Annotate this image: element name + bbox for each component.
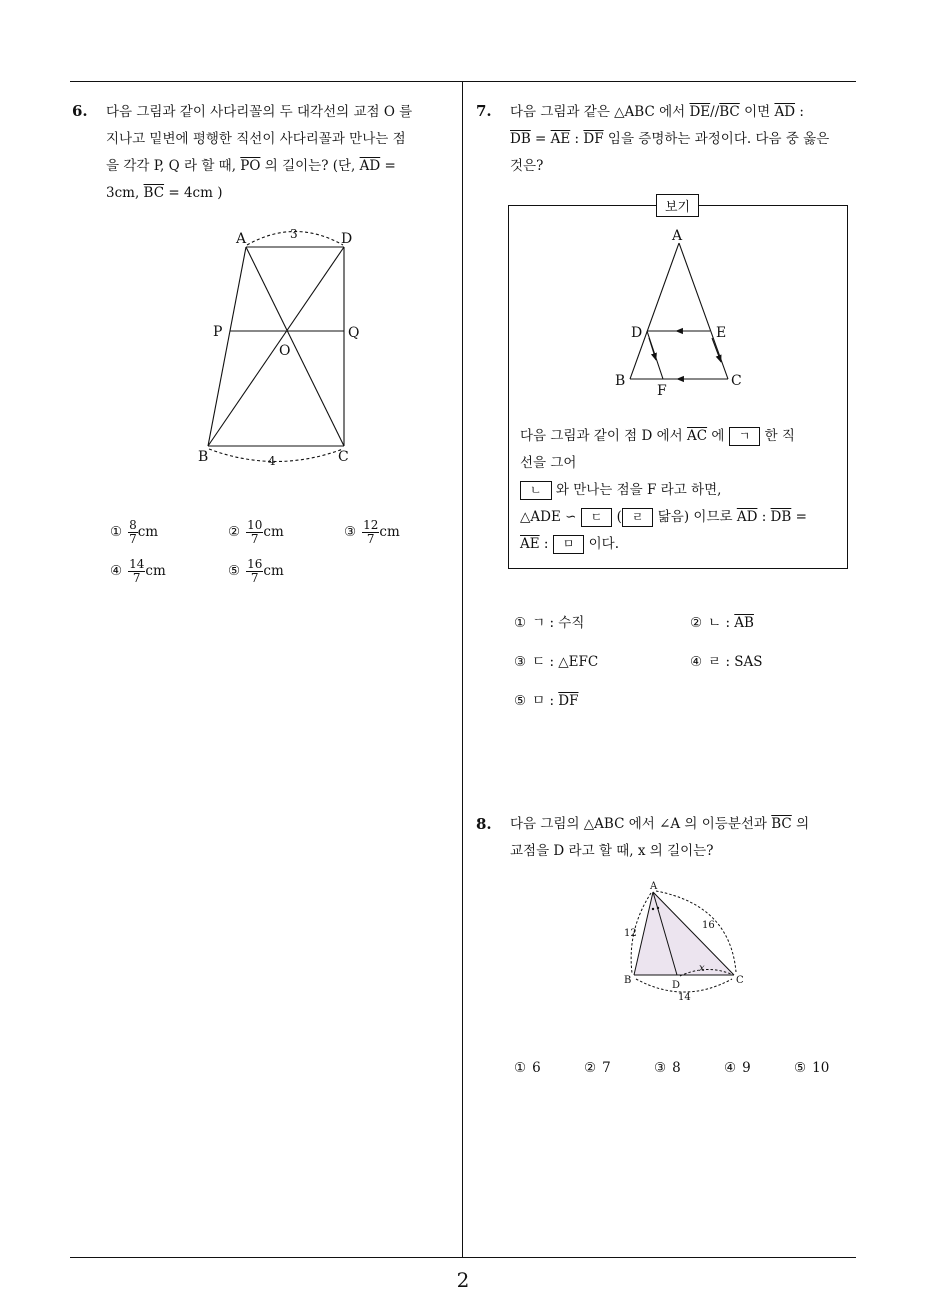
label-a: A <box>650 881 658 892</box>
choice-unit: cm <box>137 524 159 540</box>
fraction-numerator: 12 <box>363 518 379 532</box>
choice-value: 7 <box>602 1060 611 1076</box>
choice-unit: cm <box>379 524 400 540</box>
q7-choice-4[interactable] <box>690 650 763 670</box>
q6-choice-4[interactable] <box>110 558 166 585</box>
fraction-denominator: 7 <box>132 571 141 585</box>
q6-text-span: = <box>380 158 396 174</box>
bogi-text-span: 와 만나는 점을 F 라고 하면, <box>551 482 722 498</box>
edge-ab <box>630 243 679 379</box>
column-divider <box>462 82 463 1258</box>
label-top-length: 3 <box>290 227 298 241</box>
blank-mieum: ㅁ <box>553 535 585 554</box>
segment-bc: $\overline{BC}$ <box>719 104 740 120</box>
q7-triangle-figure <box>610 224 750 400</box>
q7-text-span: 다음 그림과 같은 △ABC 에서 <box>510 104 690 120</box>
fraction-denominator: 7 <box>250 532 259 546</box>
choice-text: ㄹ : SAS <box>708 654 763 670</box>
q8-line-1 <box>510 811 856 838</box>
segment-ad: $\overline{AD}$ <box>359 158 381 174</box>
choice-value: 8 <box>672 1060 681 1076</box>
choice-mark: ⑤ <box>794 1060 807 1076</box>
q6-line-1: 다음 그림과 같이 사다리꼴의 두 대각선의 교점 O 를 <box>106 104 413 120</box>
fraction-numerator: 8 <box>129 518 137 532</box>
label-b: B <box>198 449 209 465</box>
fraction-numerator: 10 <box>247 518 263 532</box>
q7-number: 7. <box>476 102 492 120</box>
q7-choice-2[interactable] <box>690 611 754 631</box>
q6-choice-5[interactable] <box>228 558 284 585</box>
fraction <box>246 558 263 585</box>
choice-mark: ④ <box>690 654 703 670</box>
label-a: A <box>236 231 247 247</box>
q6-text-span: 을 각각 P, Q 라 할 때, <box>106 158 241 174</box>
q7-line-3: 것은? <box>510 158 544 174</box>
segment-ab: $\overline{AB}$ <box>734 615 754 631</box>
segment-db: $\overline{DB}$ <box>770 509 792 525</box>
choice-mark: ① <box>514 615 527 631</box>
label-d: D <box>341 231 353 247</box>
choice-mark: ③ <box>344 524 357 540</box>
bogi-line-2: 선을 그어 <box>520 455 577 471</box>
choice-text: ㄷ : △EFC <box>532 654 599 670</box>
q7-text-span: : <box>795 104 804 120</box>
edge-ac <box>679 243 728 379</box>
q8-choice-1[interactable] <box>514 1060 541 1076</box>
q7-choice-1[interactable] <box>514 611 584 631</box>
bogi-text-span: 에 <box>707 428 729 444</box>
angle-mark-dot <box>657 907 659 909</box>
choice-mark: ① <box>514 1060 527 1076</box>
label-x: x <box>699 963 705 974</box>
diagonal-bd <box>208 247 344 446</box>
segment-bc: $\overline{BC}$ <box>771 816 792 832</box>
bottom-rule <box>70 1257 856 1258</box>
q7-text-span: 임을 증명하는 과정이다. 다음 중 옳은 <box>603 131 830 147</box>
choice-value: 6 <box>532 1060 541 1076</box>
q7-text-span: 이면 <box>739 104 775 120</box>
blank-digeut: ㄷ <box>581 508 613 527</box>
q6-text-span: = 4cm ) <box>164 185 223 201</box>
q7-text-span: = <box>530 131 551 147</box>
q7-text-span: : <box>570 131 584 147</box>
choice-mark: ② <box>690 615 703 631</box>
q7-text <box>510 99 856 180</box>
q8-triangle-figure <box>615 876 750 1006</box>
bogi-line-3 <box>520 477 842 504</box>
choice-value: 10 <box>812 1060 830 1076</box>
q6-trapezoid-figure <box>190 220 370 475</box>
choice-text: ㅁ : <box>532 693 559 709</box>
choice-text: ㄴ : <box>708 615 735 631</box>
q6-line-2: 지나고 밑변에 평행한 직선이 사다리꼴과 만나는 점 <box>106 131 406 147</box>
fraction <box>128 519 138 546</box>
blank-nieun: ㄴ <box>520 481 552 500</box>
q8-number: 8. <box>476 815 492 833</box>
segment-ac: $\overline{AC}$ <box>686 428 708 444</box>
bogi-proof-text <box>520 423 842 558</box>
q6-choice-2[interactable] <box>228 519 284 546</box>
q8-choice-4[interactable] <box>724 1060 751 1076</box>
q8-choice-5[interactable] <box>794 1060 829 1076</box>
bogi-text-span: △ADE ∽ <box>520 509 581 525</box>
fraction-numerator: 16 <box>247 557 263 571</box>
parallel-symbol: // <box>710 104 720 120</box>
q8-text <box>510 811 856 865</box>
label-bc-length: 14 <box>678 992 691 1003</box>
q6-text-span: 3cm, <box>106 185 144 201</box>
choice-mark: ④ <box>724 1060 737 1076</box>
segment-bc: $\overline{BC}$ <box>143 185 165 201</box>
label-e: E <box>716 325 727 341</box>
label-p: P <box>213 324 223 340</box>
edge-ab <box>208 247 246 446</box>
choice-mark: ③ <box>514 654 527 670</box>
bogi-text-span: : <box>757 509 771 525</box>
bogi-line-5 <box>520 531 842 558</box>
arc-bc <box>636 979 732 992</box>
fraction <box>246 519 263 546</box>
label-q: Q <box>348 325 360 341</box>
q7-choice-3[interactable] <box>514 650 598 670</box>
bogi-text-span: = <box>791 509 807 525</box>
label-d: D <box>631 325 643 341</box>
bogi-line-4 <box>520 504 842 531</box>
segment-po: $\overline{PO}$ <box>240 158 261 174</box>
segment-ae: $\overline{AE}$ <box>520 536 540 552</box>
label-ab-length: 12 <box>624 928 637 939</box>
fraction-denominator: 7 <box>129 532 137 546</box>
choice-value: 9 <box>742 1060 751 1076</box>
q6-line-3 <box>106 153 456 180</box>
label-c: C <box>338 449 349 465</box>
segment-ad: $\overline{AD}$ <box>736 509 758 525</box>
choice-mark: ④ <box>110 563 123 579</box>
bogi-text-span: ( <box>612 509 622 525</box>
label-ac-length: 16 <box>702 920 715 931</box>
q6-text-span: 의 길이는? (단, <box>260 158 360 174</box>
q6-choice-1[interactable] <box>110 519 158 546</box>
choice-unit: cm <box>263 563 284 579</box>
fraction-numerator: 14 <box>129 557 145 571</box>
q8-text-span: 다음 그림의 △ABC 에서 ∠A 의 이등분선과 <box>510 816 772 832</box>
fraction-denominator: 7 <box>250 571 259 585</box>
segment-db: $\overline{DB}$ <box>510 131 531 147</box>
fraction <box>362 519 379 546</box>
triangle-fill <box>634 892 734 975</box>
choice-mark: ① <box>110 524 123 540</box>
segment-de: $\overline{DE}$ <box>689 104 711 120</box>
blank-rieul: ㄹ <box>622 508 654 527</box>
choice-mark: ⑤ <box>228 563 241 579</box>
label-d: D <box>672 980 681 991</box>
bogi-text-span: 다음 그림과 같이 점 D 에서 <box>520 428 687 444</box>
diagonal-ac <box>246 247 344 446</box>
segment-df: $\overline{DF}$ <box>558 693 579 709</box>
top-rule <box>70 81 856 82</box>
bogi-text-span: : <box>539 536 553 552</box>
q7-line-1 <box>510 99 856 126</box>
angle-mark-dot <box>652 908 654 910</box>
choice-unit: cm <box>263 524 284 540</box>
choice-text: ㄱ : 수직 <box>532 615 585 631</box>
label-bottom-length: 4 <box>268 454 276 468</box>
fraction-denominator: 7 <box>366 532 375 546</box>
bottom-length-arc <box>209 449 343 462</box>
q6-choice-3[interactable] <box>344 519 400 546</box>
choice-unit: cm <box>145 563 166 579</box>
label-c: C <box>736 975 744 986</box>
label-b: B <box>615 373 626 389</box>
bogi-text-span: 한 직 <box>760 428 795 444</box>
bogi-label: 보기 <box>656 194 699 217</box>
arrow-ec <box>712 338 721 362</box>
q7-line-2 <box>510 126 856 153</box>
segment-ad: $\overline{AD}$ <box>774 104 796 120</box>
q6-line-4 <box>106 180 456 207</box>
blank-giyeok: ㄱ <box>729 427 761 446</box>
bogi-line-1 <box>520 423 842 450</box>
label-b: B <box>624 975 632 986</box>
choice-mark: ③ <box>654 1060 667 1076</box>
label-o: O <box>279 343 291 359</box>
choice-mark: ② <box>228 524 241 540</box>
choice-mark: ② <box>584 1060 597 1076</box>
q8-choice-2[interactable] <box>584 1060 611 1076</box>
segment-df: $\overline{DF}$ <box>583 131 604 147</box>
segment-ae: $\overline{AE}$ <box>550 131 571 147</box>
arrow-df <box>649 338 656 360</box>
label-f: F <box>657 383 667 399</box>
bogi-text-span: 이다. <box>584 536 620 552</box>
q7-choice-5[interactable] <box>514 689 578 709</box>
q8-line-2: 교점을 D 라고 할 때, x 의 길이는? <box>510 843 714 859</box>
q8-text-span: 의 <box>791 816 810 832</box>
label-c: C <box>731 373 742 389</box>
q8-choice-3[interactable] <box>654 1060 681 1076</box>
bogi-text-span: 닮음) 이므로 <box>653 509 737 525</box>
q6-number: 6. <box>72 102 88 120</box>
label-a: A <box>672 228 683 244</box>
choice-mark: ⑤ <box>514 693 527 709</box>
q6-text <box>106 99 456 207</box>
fraction <box>128 558 145 585</box>
page-number: 2 <box>456 1268 470 1292</box>
